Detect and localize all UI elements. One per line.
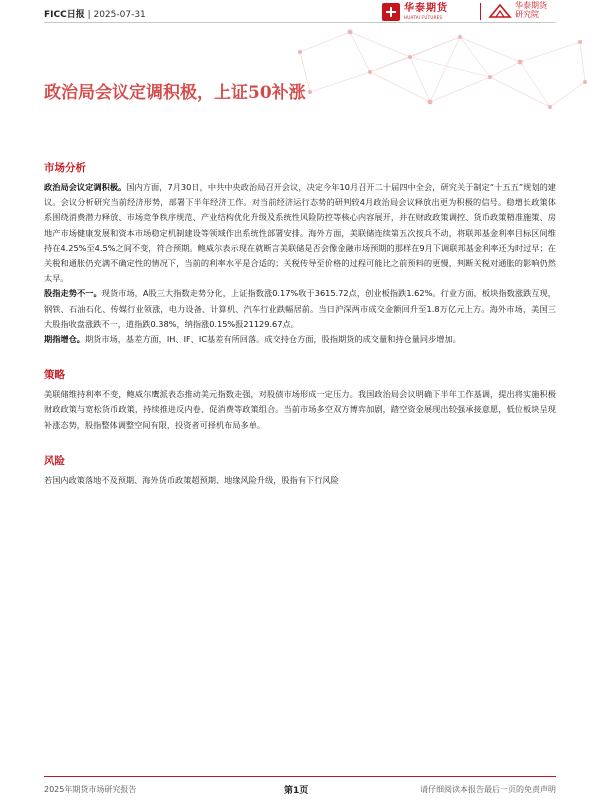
strategy-heading: 策略: [44, 369, 65, 382]
huatai-futures-logo: [382, 2, 448, 22]
logo-divider: [480, 3, 481, 20]
logo-cn-text: 华泰期货: [404, 3, 448, 14]
footer-divider: [44, 776, 556, 777]
footer-report-name: 2025年期货市场研究报告: [44, 785, 137, 794]
page-number: 第1页: [284, 786, 309, 796]
risk-heading: 风险: [44, 454, 65, 467]
report-date: 2025-07-31: [93, 10, 146, 20]
report-title: 政治局会议定调积极，上证50补涨: [44, 83, 306, 103]
disclaimer-note: 请仔细阅读本报告最后一页的免责声明: [420, 785, 556, 794]
institute-line2: 研究院: [515, 10, 539, 19]
page-header: [0, 0, 600, 30]
paragraph-index-trend: 股指走势不一。现货市场，A股三大指数走势分化，上证指数涨0.17%收于3615.72点，创业板指跌1.62%。行业方面，板块指数涨跌互现，钢铁、石油石化、传媒行业领涨，电力设备、计算机、汽车行业跌幅居前。当日沪深两市成交金额回升至1.8万亿元上方。海外市场，美国三大股指收盘涨跌不一，道指跌0.38%，纳指涨0.15%报21129.67点。: [44, 288, 556, 329]
header-divider: [44, 22, 556, 23]
paragraph-futures: 期指增仓。期货市场，基差方面，IH、IF、IC基差有所回落。成交持仓方面，股指期货的成交量和持仓量同步增加。: [44, 334, 461, 345]
logo-en-text: HUATAI FUTURES: [404, 15, 443, 20]
huatai-logo-icon: [382, 3, 400, 21]
page-footer: [0, 776, 600, 800]
report-label: FICC日报 | 2025-07-31: [44, 10, 146, 20]
institute-logo: [488, 2, 547, 20]
paragraph-strategy: 美联储维持利率不变，鲍威尔鹰派表态推动美元指数走强，对股债市场形成一定压力。我国政治局会议明确下半年工作基调，提出将实施积极财政政策与宽松货币政策，持续推进反内卷、促消费等政策组合。当前市场多空双方博弈加剧，踏空资金展现出较强承接意愿，低位板块呈现补涨态势，股指整体调整空间有限，投资者可择机布局多单。: [44, 389, 556, 430]
paragraph-policy: 政治局会议定调积极。国内方面，7月30日，中共中央政治局召开会议，决定今年10月召开二十届四中全会，研究关于制定“十五五”规划的建议。会议分析研究当前经济形势，部署下半年经济工作。对当前经济运行态势的研判较4月政治局会议释放出更为积极的信号。稳增长政策体系围绕消费潜力释放、市场竞争秩序规范、产业结构优化升级及系统性风险防控等核心内容展开，并在财政政策调控、货币政策精准施策、房地产市场健康发展和资本市场稳定机制建设等领域作出系统性部署安排。海外方面，美联储连续第五次按兵不动，将联邦基金利率目标区间维持在4.25%至4.5%之间不变，符合预期。鲍威尔表示现在就断言美联储是否会像金融市场预期的那样在9月下调联邦基金利率还为时过早；在关税和通胀仍充满不确定性的情况下，当前的利率水平是合适的；关税传导至价格的过程可能比之前预料的更慢，判断关税对通胀的影响仍然太早。: [44, 182, 556, 284]
market-analysis-heading: 市场分析: [44, 162, 86, 174]
paragraph-risk: 若国内政策落地不及预期、海外货币政策超预期、地缘风险升级，股指有下行风险: [44, 474, 339, 485]
institute-line1: 华泰期货: [515, 1, 547, 11]
network-watermark-icon: [290, 22, 590, 132]
report-body: [44, 160, 556, 488]
institute-arrow-icon: [488, 2, 512, 20]
